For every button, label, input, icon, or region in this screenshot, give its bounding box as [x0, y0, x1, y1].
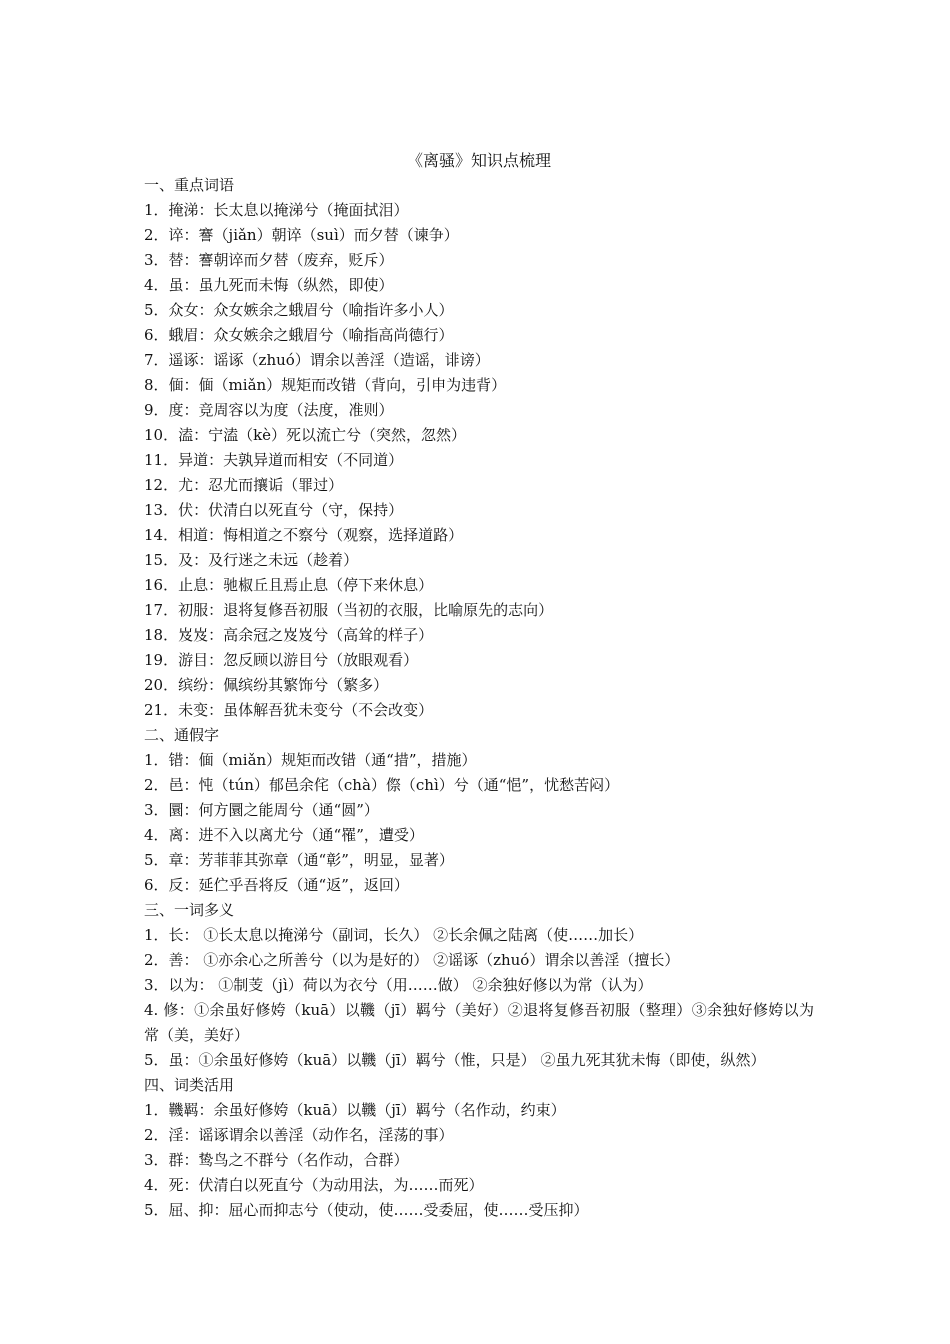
list-item: 3．群：鸷鸟之不群兮（名作动，合群） — [144, 1151, 409, 1169]
list-item: 21．未变：虽体解吾犹未变兮（不会改变） — [144, 701, 434, 719]
list-item: 5．屈、抑：屈心而抑志兮（使动，使……受委屈，使……受压抑） — [144, 1201, 589, 1219]
list-item: 14．相道：悔相道之不察兮（观察，选择道路） — [144, 526, 464, 544]
list-item: 12．尤：忍尤而攘诟（罪过） — [144, 476, 344, 494]
list-item: 5．众女：众女嫉余之蛾眉兮（喻指许多小人） — [144, 301, 454, 319]
list-item: 2．善： ①亦余心之所善兮（以为是好的） ②谣诼（zhuó）谓余以善淫（擅长） — [144, 951, 680, 969]
list-item: 5．章：芳菲菲其弥章（通“彰”，明显，显著） — [144, 851, 454, 869]
section-heading: 四、词类活用 — [144, 1076, 235, 1094]
list-item: 10．溘：宁溘（kè）死以流亡兮（突然，忽然） — [144, 426, 467, 444]
list-item: 1．长： ①长太息以掩涕兮（副词，长久） ②长余佩之陆离（使……加长） — [144, 926, 644, 944]
list-item: 3．圜：何方圜之能周兮（通“圆”） — [144, 801, 379, 819]
section-4 — [144, 1073, 814, 1223]
section-3 — [144, 898, 814, 1073]
document-title: 《离骚》知识点梳理 — [406, 151, 551, 170]
list-item: 1．掩涕：长太息以掩涕兮（掩面拭泪） — [144, 201, 409, 219]
list-item: 4．虽：虽九死而未悔（纵然，即使） — [144, 276, 394, 294]
section-1 — [144, 173, 814, 723]
list-item: 2．谇：謇（jiǎn）朝谇（suì）而夕替（谏争） — [144, 226, 459, 244]
list-item: 3．以为： ①制芰（jì）荷以为衣兮（用……做） ②余独好修以为常（认为） — [144, 976, 653, 994]
list-item: 1．错：偭（miǎn）规矩而改错（通“措”，措施） — [144, 751, 477, 769]
list-item: 8．偭：偭（miǎn）规矩而改错（背向，引申为违背） — [144, 376, 507, 394]
section-heading: 二、通假字 — [144, 726, 220, 744]
list-item: 3．替：謇朝谇而夕替（废弃，贬斥） — [144, 251, 394, 269]
list-item: 2．淫：谣诼谓余以善淫（动作名，淫荡的事） — [144, 1126, 454, 1144]
list-item: 17．初服：退将复修吾初服（当初的衣服，比喻原先的志向） — [144, 601, 554, 619]
list-item: 5．虽：①余虽好修姱（kuā）以鞿（jī）羁兮（惟，只是） ②虽九死其犹未悔（即使，纵然） — [144, 1051, 766, 1069]
list-item: 20．缤纷：佩缤纷其繁饰兮（繁多） — [144, 676, 389, 694]
section-2 — [144, 723, 814, 898]
section-heading: 三、一词多义 — [144, 901, 235, 919]
list-item: 2．邑：忳（tún）郁邑余侘（chà）傺（chì）兮（通“悒”，忧愁苦闷） — [144, 776, 620, 794]
list-item: 6．蛾眉：众女嫉余之蛾眉兮（喻指高尚德行） — [144, 326, 454, 344]
list-item: 16．止息：驰椒丘且焉止息（停下来休息） — [144, 576, 434, 594]
list-item: 11．异道：夫孰异道而相安（不同道） — [144, 451, 404, 469]
list-item: 7．遥诼：谣诼（zhuó）谓余以善淫（造谣，诽谤） — [144, 351, 490, 369]
list-item: 19．游目：忽反顾以游目兮（放眼观看） — [144, 651, 419, 669]
sections-container — [144, 173, 814, 1223]
list-item: 13．伏：伏清白以死直兮（守，保持） — [144, 501, 404, 519]
list-item: 18．岌岌：高余冠之岌岌兮（高耸的样子） — [144, 626, 434, 644]
list-item: 4．离：进不入以离尤兮（通“罹”，遭受） — [144, 826, 424, 844]
list-item: 6．反：延伫乎吾将反（通“返”，返回） — [144, 876, 409, 894]
list-item: 15．及：及行迷之未远（趁着） — [144, 551, 359, 569]
document-page — [144, 148, 814, 1223]
list-item: 9．度：竞周容以为度（法度，准则） — [144, 401, 394, 419]
section-heading: 一、重点词语 — [144, 176, 235, 194]
list-item: 1．鞿羁：余虽好修姱（kuā）以鞿（jī）羁兮（名作动，约束） — [144, 1101, 566, 1119]
list-item: 4. 修：①余虽好修姱（kuā）以鞿（jī）羁兮（美好）②退将复修吾初服（整理）③余独好修姱以为常（美，美好） — [144, 1001, 814, 1044]
list-item: 4．死：伏清白以死直兮（为动用法，为……而死） — [144, 1176, 484, 1194]
